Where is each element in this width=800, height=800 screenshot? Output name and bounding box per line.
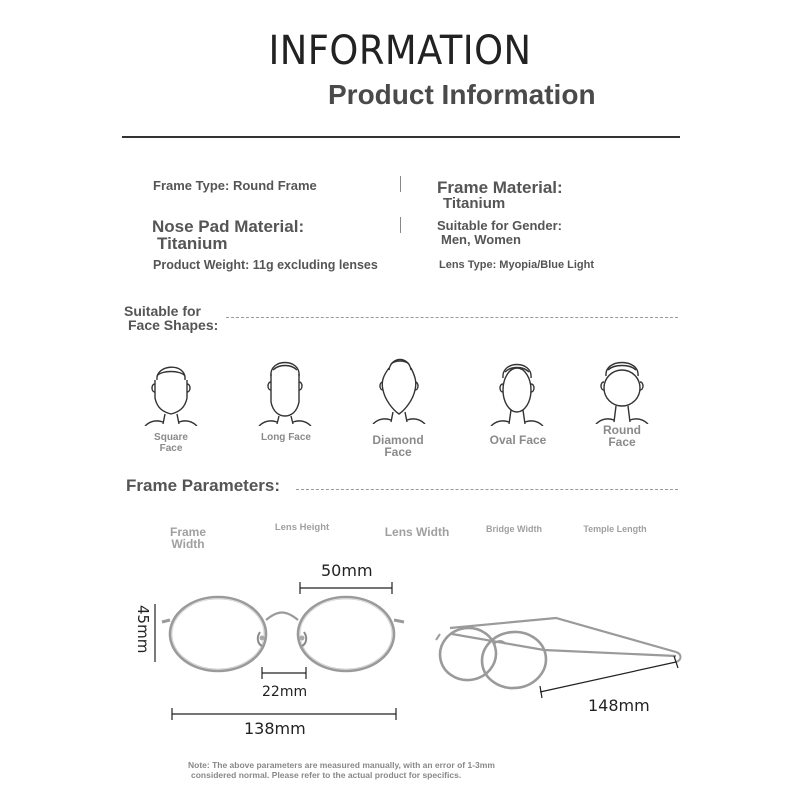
disclaimer-note xyxy=(188,760,608,780)
page-title: INFORMATION xyxy=(268,28,532,74)
param-label-line: Frame xyxy=(169,525,207,539)
glasses-side-view xyxy=(426,600,686,710)
face-shapes-divider xyxy=(226,317,678,318)
square-face-icon xyxy=(143,354,199,426)
measure-lens-width: 50mm xyxy=(321,561,373,580)
face-label-line: Long Face xyxy=(260,432,311,443)
spec-lens-type: Lens Type: Myopia/Blue Light xyxy=(439,259,595,271)
face-label-line: Round xyxy=(603,423,641,437)
face-label-line: Oval Face xyxy=(489,433,547,447)
face-label-long xyxy=(248,432,324,443)
spec-frame-material-label: Frame Material: xyxy=(437,178,563,197)
round-face-icon xyxy=(594,352,650,424)
spec-separator xyxy=(400,217,401,233)
face-label-diamond xyxy=(360,434,436,458)
oval-face-icon xyxy=(489,354,545,426)
note-line: Note: The above parameters are measured manually, with an error of 1-3mm xyxy=(188,760,495,770)
face-label-oval xyxy=(478,434,558,446)
measure-temple-length: 148mm xyxy=(588,696,650,715)
spec-separator xyxy=(400,176,401,192)
face-label-line: Face xyxy=(608,435,636,449)
face-shapes-heading-line1: Suitable for xyxy=(124,303,202,319)
param-label-lens-width: Lens Width xyxy=(384,525,450,539)
page-subtitle: Product Information xyxy=(328,79,596,110)
measure-lens-height: 45mm xyxy=(134,605,152,654)
face-label-square xyxy=(136,432,206,454)
face-label-line: Face xyxy=(384,445,412,459)
param-label-line: Width xyxy=(171,537,205,551)
face-label-line: Face xyxy=(159,443,183,454)
spec-frame-material-value: Titanium xyxy=(443,195,506,212)
param-label-lens-height: Lens Height xyxy=(274,522,330,533)
measure-bridge-width: 22mm xyxy=(262,684,308,700)
spec-gender-value: Men, Women xyxy=(441,232,521,247)
face-label-line: Square xyxy=(154,432,188,443)
spec-frame-type: Frame Type: Round Frame xyxy=(153,178,317,193)
frame-parameters-heading: Frame Parameters: xyxy=(126,476,281,495)
face-label-round xyxy=(582,424,662,448)
spec-nose-pad-value: Titanium xyxy=(157,234,228,253)
param-label-frame-width xyxy=(152,526,224,550)
note-line: considered normal. Please refer to the actual product for specifics. xyxy=(191,770,462,780)
header-divider xyxy=(122,136,680,138)
spec-nose-pad-label: Nose Pad Material: xyxy=(152,217,305,236)
face-shapes-heading-line2: Face Shapes: xyxy=(128,317,219,333)
face-label-line: Diamond xyxy=(372,433,424,447)
spec-gender-label: Suitable for Gender: xyxy=(437,218,562,233)
param-label-temple-length: Temple Length xyxy=(583,524,647,534)
long-face-icon xyxy=(257,354,313,426)
param-label-bridge-width: Bridge Width xyxy=(486,524,542,534)
spec-weight: Product Weight: 11g excluding lenses xyxy=(153,258,378,272)
measure-frame-width: 138mm xyxy=(244,719,306,738)
diamond-face-icon xyxy=(371,352,427,424)
frame-parameters-divider xyxy=(296,489,678,490)
